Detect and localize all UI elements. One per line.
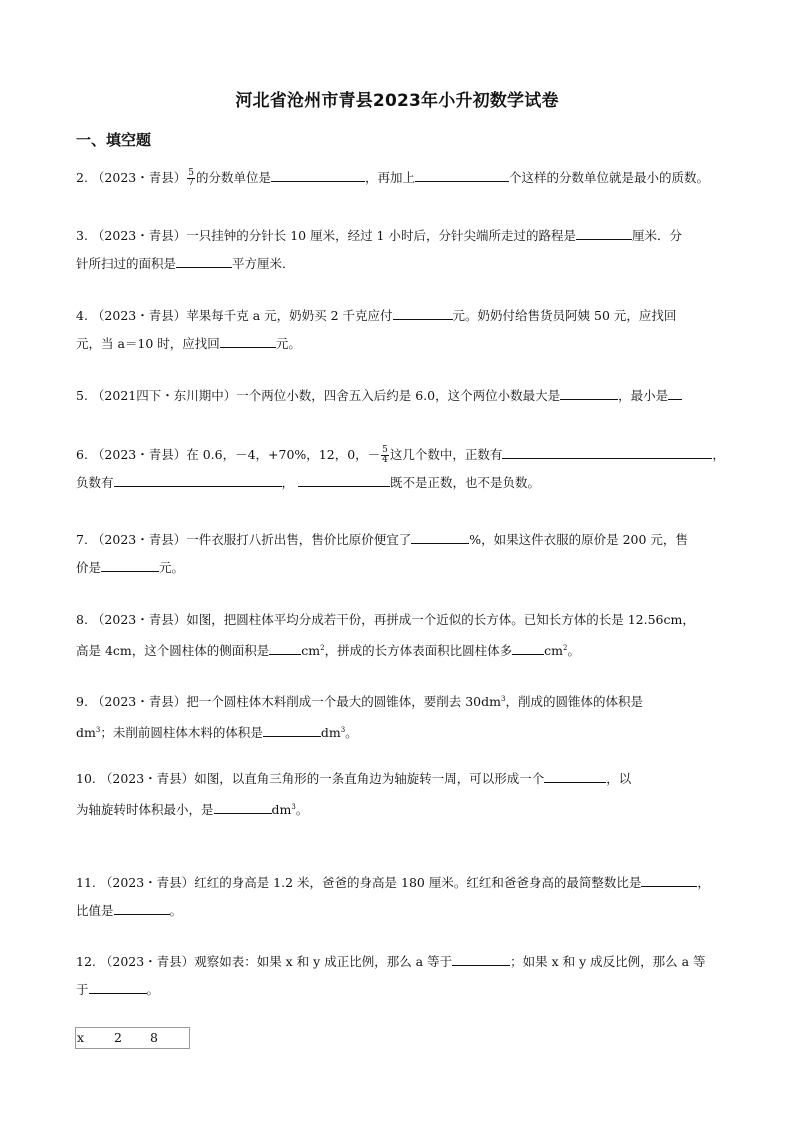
question-6: 6. （2023・青县）在 0.6，－4，+70%，12，0，－ $\frac{5}{4}$ 这几个数中，正数有 ， 负数有 ， 既不是正数，也不是负数。 (76, 445, 725, 490)
answer-blank[interactable] (114, 900, 170, 915)
section-heading: 一、填空题 (76, 131, 152, 149)
question-3: 3. （2023・青县）一只挂钟的分针长 10 厘米，经过 1 小时后，分针尖端所走过的路程是 厘米．分 针所扫过的面积是 平方厘米． (76, 222, 724, 278)
answer-blank[interactable] (214, 799, 272, 814)
table-cell: x (77, 1030, 85, 1045)
question-8: 8. （2023・青县）如图，把圆柱体平均分成若干份，再拼成一个近似的长方体。已知长方体的长是 12.56cm， 高是 4cm，这个圆柱体的侧面积是 $cm^2$，拼成的长方体表面积比圆柱体多 $cm^2$。 (76, 612, 695, 658)
xy-table (75, 1027, 190, 1049)
answer-blank[interactable] (411, 529, 469, 544)
question-5: 5. （2021四下・东川期中）一个两位小数，四舍五入后约是 6.0，这个两位小数最大是 ，最小是 (76, 382, 724, 410)
answer-blank[interactable] (271, 167, 365, 182)
answer-blank[interactable] (641, 872, 697, 887)
table-cell: 8 (150, 1030, 158, 1045)
question-4: 4. （2023・青县）苹果每千克 a 元，奶奶买 2 千克应付 元。奶奶付给售货员阿姨 50 元，应找回 元，当 a＝10 时，应找回 元。 (76, 302, 724, 358)
answer-blank[interactable] (415, 167, 509, 182)
answer-blank[interactable] (263, 722, 321, 737)
answer-blank[interactable] (452, 951, 510, 966)
answer-blank[interactable] (89, 979, 147, 994)
question-10: 10. （2023・青县）如图，以直角三角形的一条直角边为轴旋转一周，可以形成一个 ，以 为轴旋转时体积最小，是 $dm^3$。 (76, 765, 724, 824)
table-cell: 2 (114, 1030, 122, 1045)
page-title: 河北省沧州市青县2023年小升初数学试卷 (235, 91, 559, 111)
answer-blank[interactable] (101, 557, 159, 572)
answer-blank[interactable] (114, 472, 282, 487)
answer-blank[interactable] (298, 472, 390, 487)
question-12: 12. （2023・青县）观察如表：如果 x 和 y 成正比例，那么 a 等于 ；如果 x 和 y 成反比例，那么 a 等 于 。 (76, 948, 724, 1004)
answer-blank[interactable] (576, 225, 632, 240)
question-11: 11. （2023・青县）红红的身高是 1.2 米，爸爸的身高是 180 厘米。红红和爸爸身高的最简整数比是 ， 比值是 。 (76, 869, 724, 925)
answer-blank[interactable] (544, 768, 606, 783)
answer-blank[interactable] (393, 305, 453, 320)
answer-blank[interactable] (176, 253, 232, 268)
answer-blank[interactable] (220, 333, 276, 348)
answer-blank[interactable] (502, 444, 712, 459)
question-2: 2. （2023・青县） $\frac{5}{7}$ 的分数单位是 ，再加上 个这样的分数单位就是最小的质数。 (76, 168, 710, 188)
answer-blank[interactable] (560, 385, 618, 400)
fraction-5-4: $\frac{5}{4}$ (382, 445, 388, 465)
answer-blank[interactable] (269, 640, 301, 655)
answer-blank[interactable] (668, 385, 682, 400)
fraction-5-7: $\frac{5}{7}$ (188, 168, 194, 188)
question-7: 7. （2023・青县）一件衣服打八折出售，售价比原价便宜了 %，如果这件衣服的原价是 200 元，售 价是 元。 (76, 526, 724, 582)
answer-blank[interactable] (512, 640, 544, 655)
question-9: 9. （2023・青县）把一个圆柱体木料削成一个最大的圆锥体，要削去 $30dm^3$，削成的圆锥体的体积是 $dm^3$；未削前圆柱体木料的体积是 $dm^3$。 (76, 694, 643, 740)
